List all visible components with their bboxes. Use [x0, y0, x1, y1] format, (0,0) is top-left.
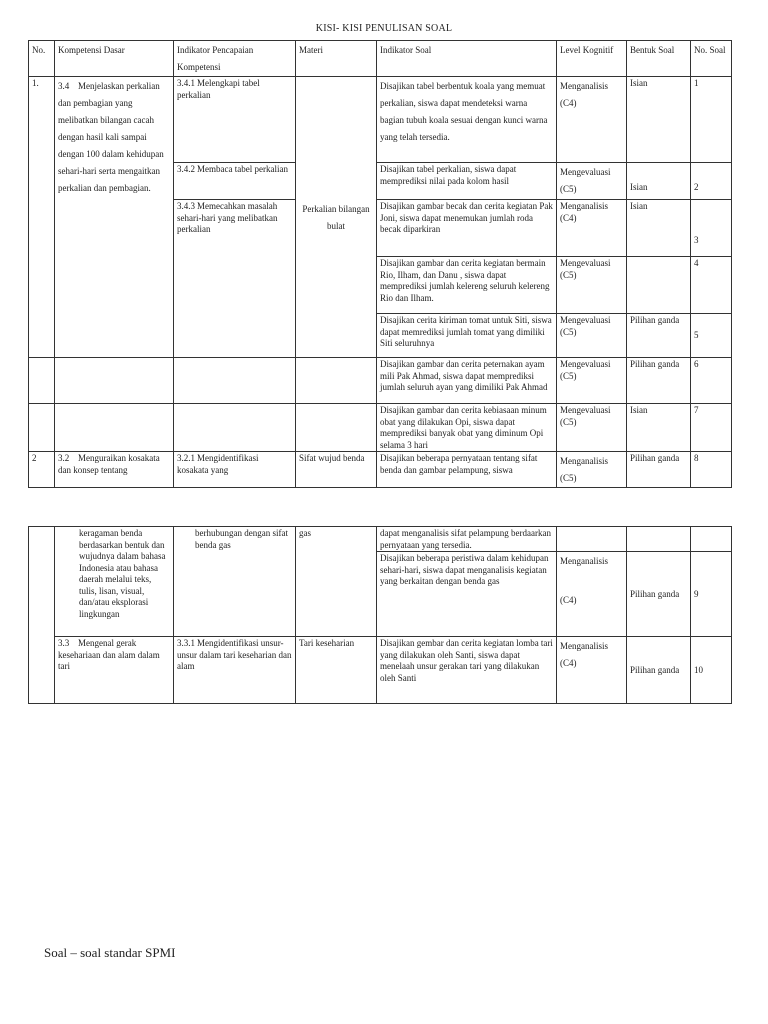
header-indikator-soal: Indikator Soal	[377, 41, 557, 77]
no-soal-cell: 9	[691, 552, 732, 637]
no-soal-cell: 4	[691, 257, 732, 314]
indikator-soal-cell: Disajikan beberapa peristiwa dalam kehidupan sehari-hari, siswa dapat menganalisis kegiatan yang berkaitan dengan benda gas	[377, 552, 557, 637]
kompetensi-dasar-cell	[55, 452, 174, 488]
level-code: (C4)	[560, 658, 577, 668]
ipk-cell	[174, 404, 296, 452]
level-code: (C5)	[560, 184, 577, 194]
kd-text: Mengenal gerak kesehariaan dan alam dalam tari	[58, 638, 160, 671]
header-materi: Materi	[296, 41, 377, 77]
no-soal-cell: 6	[691, 358, 732, 404]
materi-cell: Sifat wujud benda	[296, 452, 377, 488]
level-code: (C4)	[560, 212, 577, 223]
level-cell	[557, 200, 627, 257]
level-label: Mengevaluasi	[560, 315, 611, 325]
level-code: (C4)	[560, 98, 577, 108]
indikator-soal-cell: Disajikan tabel berbentuk koala yang memuat perkalian, siswa dapat mendeteksi warna bagian tubuh koala sesuai dengan kunci warna yang telah tersedia.	[377, 77, 557, 163]
level-cell	[557, 77, 627, 163]
bentuk-cell: Isian	[627, 200, 691, 257]
level-code: (C4)	[560, 595, 577, 605]
bentuk-cell	[627, 257, 691, 314]
indikator-soal-cell: Disajikan gambar becak dan cerita kegiatan Pak Joni, siswa dapat menemukan jumlah roda becak diparkiran	[377, 200, 557, 257]
header-level-kognitif: Level Kognitif	[557, 41, 627, 77]
indikator-soal-cell: Disajikan gambar dan cerita peternakan ayam mili Pak Ahmad, siswa dapat memprediksi jumlah seluruh ayan yang dimiliki Pak Ahmad	[377, 358, 557, 404]
level-cell	[557, 552, 627, 637]
level-cell	[557, 314, 627, 358]
header-no: No.	[29, 41, 55, 77]
level-cell	[557, 527, 627, 552]
materi-cell: gas	[296, 527, 377, 637]
no-soal-cell: 2	[691, 163, 732, 200]
ipk-code: 3.2.1	[177, 453, 195, 463]
no-soal-cell: 3	[691, 200, 732, 257]
no-soal-cell: 10	[691, 637, 732, 704]
bentuk-cell: Isian	[627, 77, 691, 163]
indikator-soal-cell: Disajikan gembar dan cerita kegiatan lomba tari yang dilakukan oleh Santi, siswa dapat menelaah unsur gerakan tari yang dilakukan oleh Santi	[377, 637, 557, 704]
ipk-text: Mengidentifikasi unsur-unsur dalam tari keseharian dan alam	[177, 638, 292, 671]
row-number	[29, 404, 55, 452]
kd-code: 3.2	[58, 453, 70, 463]
ipk-cell	[174, 163, 296, 200]
level-code: (C5)	[560, 416, 577, 427]
level-label: Mengevaluasi	[560, 167, 611, 177]
bentuk-cell: Pilihan ganda	[627, 637, 691, 704]
level-cell	[557, 404, 627, 452]
kompetensi-dasar-cell	[55, 358, 174, 404]
kompetensi-dasar-cell	[55, 77, 174, 358]
no-soal-cell: 1	[691, 77, 732, 163]
kompetensi-dasar-cell	[55, 637, 174, 704]
level-label: Menganalisis	[560, 456, 608, 466]
level-label: Mengevaluasi	[560, 258, 611, 268]
kd-text: Menjelaskan perkalian dan pembagian yang melibatkan bilangan cacah dengan hasil kali sampai dengan 100 dalam kehidupan sehari-hari serta mengaitkan perkalian dan pembagian.	[58, 81, 164, 193]
kisi-kisi-table-part-2	[28, 526, 732, 704]
ipk-cell	[174, 452, 296, 488]
indikator-soal-cell: Disajikan gambar dan cerita kebiasaan minum obat yang dilakukan Opi, siswa dapat memprediksi banyak obat yang diminum Opi selama 3 hari	[377, 404, 557, 452]
materi-cell: Perkalian bilangan bulat	[296, 77, 377, 358]
level-code: (C5)	[560, 326, 577, 337]
ipk-text: Mengidentifikasi kosakata yang	[177, 453, 259, 475]
bentuk-cell: Pilihan ganda	[627, 314, 691, 358]
ipk-code: 3.4.1	[177, 78, 195, 88]
table-header-row	[29, 41, 732, 77]
bentuk-cell: Pilihan ganda	[627, 452, 691, 488]
ipk-cell	[174, 637, 296, 704]
table-row	[29, 77, 732, 163]
footer-note: Soal – soal standar SPMI	[44, 945, 176, 960]
document-title: KISI- KISI PENULISAN SOAL	[315, 23, 453, 34]
level-label: Mengevaluasi	[560, 359, 611, 369]
table-row	[29, 452, 732, 488]
ipk-code: 3.4.3	[177, 201, 195, 211]
level-code: (C5)	[560, 269, 577, 280]
ipk-text: Membaca tabel perkalian	[197, 164, 288, 174]
level-cell	[557, 637, 627, 704]
kd-code: 3.4	[58, 81, 70, 91]
row-number: 2	[29, 452, 55, 488]
level-cell	[557, 257, 627, 314]
ipk-text: Melengkapi tabel perkalian	[177, 78, 260, 100]
ipk-text: berhubungan dengan sifat benda gas	[195, 528, 288, 550]
materi-cell	[296, 404, 377, 452]
level-cell	[557, 163, 627, 200]
indikator-soal-cell: Disajikan beberapa pernyataan tentang sifat benda dan gambar pelampung, siswa	[377, 452, 557, 488]
header-kompetensi-dasar: Kompetensi Dasar	[55, 41, 174, 77]
row-number	[29, 358, 55, 404]
header-bentuk-soal: Bentuk Soal	[627, 41, 691, 77]
header-no-soal: No. Soal	[691, 41, 732, 77]
kompetensi-dasar-cell	[55, 527, 174, 637]
ipk-cell	[174, 358, 296, 404]
indikator-soal-cell: Disajikan gambar dan cerita kegiatan bermain Rio, Ilham, dan Danu , siswa dapat memprediksi jumlah kelereng seluruh kelereng Rio dan Ilham.	[377, 257, 557, 314]
level-cell	[557, 452, 627, 488]
materi-cell	[296, 358, 377, 404]
bentuk-cell: Isian	[627, 163, 691, 200]
ipk-cell	[174, 527, 296, 637]
bentuk-cell	[627, 527, 691, 552]
bentuk-cell: Pilihan ganda	[627, 552, 691, 637]
kompetensi-dasar-cell	[55, 404, 174, 452]
no-soal-cell: 7	[691, 404, 732, 452]
kd-text: keragaman benda berdasarkan bentuk dan wujudnya dalam bahasa Indonesia atau bahasa daerah melalui teks, tulis, lisan, visual, dan/atau eksplorasi lingkungan	[79, 528, 166, 619]
level-code: (C5)	[560, 473, 577, 483]
indikator-soal-cell: Disajikan cerita kiriman tomat untuk Siti, siswa dapat memrediksi jumlah tomat yang dimiliki Siti seluruhnya	[377, 314, 557, 358]
no-soal-cell: 5	[691, 314, 732, 358]
row-number: 1.	[29, 77, 55, 358]
ipk-code: 3.3.1	[177, 638, 195, 648]
table-row	[29, 404, 732, 452]
header-indikator-pencapaian: Indikator Pencapaian Kompetensi	[174, 41, 296, 77]
level-label: Menganalisis	[560, 81, 608, 91]
level-label: Menganalisis	[560, 201, 608, 211]
ipk-code: 3.4.2	[177, 164, 195, 174]
level-label: Menganalisis	[560, 556, 608, 566]
table-row	[29, 358, 732, 404]
ipk-text: Memecahkan masalah sehari-hari yang melibatkan perkalian	[177, 201, 278, 234]
kd-code: 3.3	[58, 638, 70, 648]
kisi-kisi-table-part-1	[28, 40, 732, 488]
table-row	[29, 637, 732, 704]
level-label: Mengevaluasi	[560, 405, 611, 415]
ipk-cell	[174, 77, 296, 163]
indikator-soal-cell: dapat menganalisis sifat pelampung berdaarkan pernyataan yang tersedia.	[377, 527, 557, 552]
level-cell	[557, 358, 627, 404]
bentuk-cell: Pilihan ganda	[627, 358, 691, 404]
no-soal-cell	[691, 527, 732, 552]
level-code: (C5)	[560, 370, 577, 381]
materi-cell: Tari keseharian	[296, 637, 377, 704]
bentuk-cell: Isian	[627, 404, 691, 452]
level-label: Menganalisis	[560, 641, 608, 651]
table-row	[29, 527, 732, 552]
kd-text: Menguraikan kosakata dan konsep tentang	[58, 453, 160, 475]
indikator-soal-cell: Disajikan tabel perkalian, siswa dapat memprediksi nilai pada kolom hasil	[377, 163, 557, 200]
ipk-cell	[174, 200, 296, 358]
row-number	[29, 527, 55, 704]
no-soal-cell: 8	[691, 452, 732, 488]
